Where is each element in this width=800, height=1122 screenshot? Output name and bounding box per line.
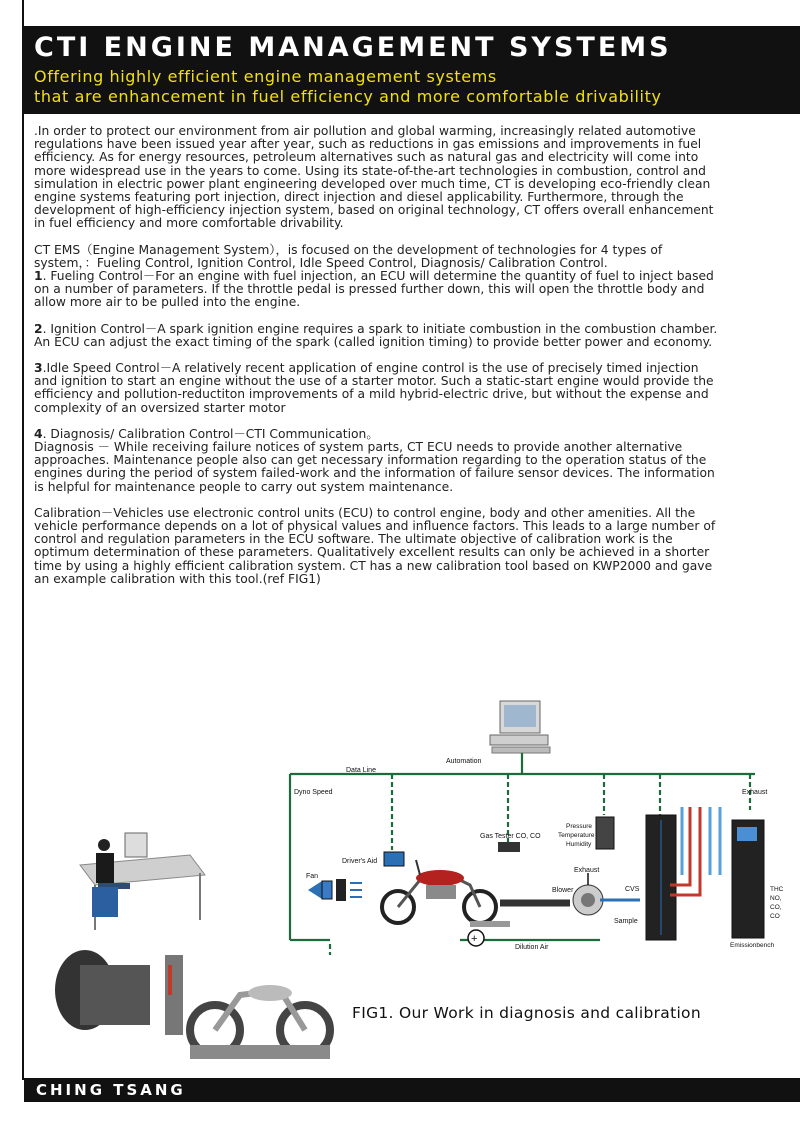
humidity-label: Humidity [566, 841, 592, 848]
item-3-text: .Idle Speed Control－A relatively recent application of engine control is the use of precisely timed injection and ignition to start an engine without the use of a starter motor. Such a static-start engine would provide the efficiency and pollution-reductiton improvements of a mild hybrid-electric drive, but without the expense and complexity of an oversized starter motor [34, 361, 714, 415]
company-name: CHING TSANG [36, 1081, 186, 1099]
item-4-text: . Diagnosis/ Calibration Control－CTI Communication。 [42, 426, 379, 441]
subtitle-line-1: Offering highly efficient engine management systems [34, 67, 497, 86]
item-4-number: 4 [34, 426, 43, 441]
page-header [24, 26, 800, 114]
item-1-number: 1 [34, 269, 43, 284]
sensor-box-icon [596, 817, 614, 849]
dyno-roller [470, 921, 510, 927]
item-3-number: 3 [34, 361, 43, 376]
test-setup-diagram [270, 695, 785, 955]
plus-sign: + [471, 933, 478, 945]
article-body [34, 125, 724, 599]
pressure-label: Pressure [566, 823, 593, 830]
item-2-number: 2 [34, 321, 43, 336]
item-3-paragraph [34, 362, 724, 415]
motorcycle-icon [382, 860, 496, 923]
intro-paragraph: .In order to protect our environment from air pollution and global warming, increasingly related automotive regulations have been issued year after year, such as reductions in gas emissions and improvements in fuel efficiency. As for energy resources, petroleum alternatives such as natural gas and electricity will come into more widespread use in the years to come. Using its state-of-the-art technologies in combustion, control and simulation in electric power plant engineering developed over much time, CT is developing eco-friendly clean engine systems featuring port injection, direct injection and diesel applicability. Furthermore, through the development of high-efficiency injection system, based on original technology, CT offers overall enhancement in fuel efficiency and more comfortable drivability. [34, 124, 714, 231]
emissionbench-label: Emissionbench [730, 942, 775, 949]
dyno-speed-label: Dyno Speed [294, 789, 333, 796]
gas-tester-label: Gas Tester CO, CO [480, 833, 541, 840]
blower-icon [573, 885, 603, 915]
page-subtitle [34, 67, 662, 107]
item-2-text: . Ignition Control－A spark ignition engine requires a spark to initiate combustion in the combustion chamber. An ECU can adjust the exact timing of the spark (called ignition timing) to provide better power and economy. [34, 321, 718, 349]
exhaust-label-mid: Exhaust [574, 867, 600, 874]
fan-icon [308, 879, 362, 901]
temperature-label: Temperature [558, 832, 595, 839]
gas-label-no: NO, [770, 895, 782, 902]
calibration-paragraph: Calibration－Vehicles use electronic control units (ECU) to control engine, body and other amenities. All the vehicle performance depends on a lot of physical values and influence factors. This leads to a large number of control and regulation parameters in the ECU software. The ultimate objective of calibration work is the optimum determination of these parameters. Qualitatively excellent results can only be achieved in a shorter time by using a highly efficient calibration system. CT has a new calibration tool based on KWP2000 and gave an example calibration with this tool.(ref FIG1) [34, 505, 716, 586]
item-4-paragraph [34, 428, 724, 494]
gas-tester-icon [498, 842, 520, 852]
operator-desk-illustration [70, 825, 210, 935]
blower-label: Blower [552, 887, 574, 894]
sample-label: Sample [614, 918, 638, 925]
diagnosis-text: Diagnosis － While receiving failure notices of system parts, CT ECU needs to provide another alternative approaches. Maintenance people also can get necessary information regarding to the operation status of the engines during the period of system failed-work and the information of failure sensor devices. The information is helpful for maintenance people to carry out system maintenance. [34, 440, 715, 494]
automation-computer-icon [490, 701, 550, 753]
page-title: CTI ENGINE MANAGEMENT SYSTEMS [34, 32, 672, 63]
cvs-label: CVS [625, 886, 640, 893]
item-2-paragraph [34, 323, 724, 349]
data-line-label: Data Line [346, 767, 376, 774]
gas-label-co: CO [770, 913, 780, 920]
gas-label-thc: THC [770, 886, 784, 893]
drivers-aid-label: Driver's Aid [342, 858, 378, 865]
fan-label: Fan [306, 873, 319, 880]
ems-section [34, 244, 724, 310]
figure-caption: FIG1. Our Work in diagnosis and calibration [352, 1004, 701, 1022]
drivers-aid-icon [384, 852, 404, 866]
exhaust-label-top: Exhaust [742, 789, 768, 796]
page-footer [24, 1078, 800, 1102]
subtitle-line-2: that are enhancement in fuel efficiency and more comfortable drivability [34, 87, 662, 106]
gas-label-co2: CO, [770, 904, 782, 911]
dilution-air-label: Dilution Air [515, 944, 549, 951]
item-1-text: . Fueling Control－For an engine with fuel injection, an ECU will determine the quantity of fuel to inject based on a number of parameters. If the throttle pedal is pressed further down, this will open the throttle body and allow more air to be pulled into the engine. [34, 269, 714, 310]
ems-intro: CT EMS（Engine Management System），is focused on the development of technologies for 4 types of system，：Fueling Control, Ignition Control, Idle Speed Control, Diagnosis/ Calibration Control. [34, 242, 663, 270]
automation-label: Automation [446, 758, 482, 765]
side-border-line [22, 0, 24, 1080]
motorcycle-dyno-illustration [40, 935, 340, 1065]
